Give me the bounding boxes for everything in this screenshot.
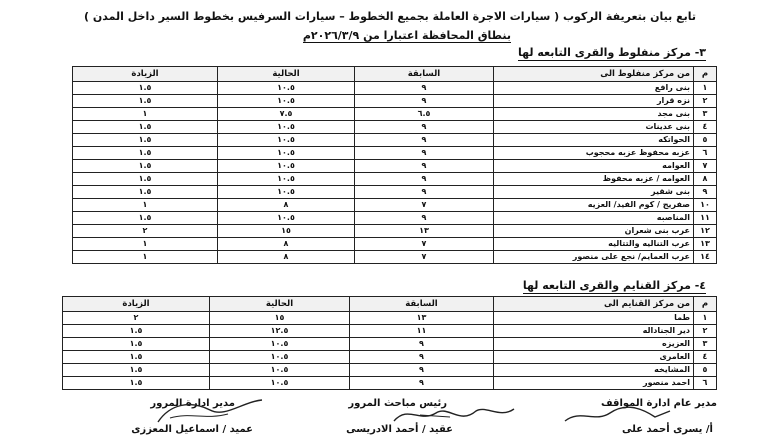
cell-previous-fare: ٩ xyxy=(355,173,494,186)
table-header-row xyxy=(73,67,717,82)
cell-increase: ١.٥ xyxy=(73,82,218,95)
cell-current-fare: ١٠.٥ xyxy=(218,173,355,186)
fare-table-manfalut xyxy=(72,66,717,264)
cell-destination: صفريج / كوم الفيد/ العزيه xyxy=(494,199,694,212)
signature-title-right: مدير عام ادارة المواقف xyxy=(601,398,717,409)
cell-destination: بنى مجد xyxy=(494,108,694,121)
cell-index: ٦ xyxy=(694,377,717,390)
cell-destination: الحواتكه xyxy=(494,134,694,147)
cell-destination: عرب العمايم/ نجع على منصور xyxy=(494,251,694,264)
cell-index: ١٢ xyxy=(694,225,717,238)
cell-index: ٧ xyxy=(694,160,717,173)
table-row xyxy=(73,82,717,95)
cell-increase: ١.٥ xyxy=(73,186,218,199)
handwritten-signature-left xyxy=(150,396,270,428)
table-row xyxy=(63,351,717,364)
cell-previous-fare: ٩ xyxy=(350,377,494,390)
cell-increase: ١.٥ xyxy=(73,134,218,147)
cell-increase: ١.٥ xyxy=(73,212,218,225)
cell-previous-fare: ٩ xyxy=(355,121,494,134)
col-header-destination: من مركز القنايم الى xyxy=(494,297,694,312)
cell-previous-fare: ١٣ xyxy=(355,225,494,238)
cell-increase: ١ xyxy=(73,108,218,121)
cell-current-fare: ١٠.٥ xyxy=(210,364,350,377)
cell-current-fare: ١٠.٥ xyxy=(218,121,355,134)
fare-table-qanayem xyxy=(62,296,717,390)
signature-name-left: عميد / اسماعيل المعززى xyxy=(131,424,253,435)
cell-destination: المشايخه xyxy=(494,364,694,377)
cell-current-fare: ١٠.٥ xyxy=(218,82,355,95)
table-row xyxy=(73,225,717,238)
cell-destination: العزيزه xyxy=(494,338,694,351)
cell-previous-fare: ٩ xyxy=(350,351,494,364)
table-row xyxy=(73,160,717,173)
cell-previous-fare: ٩ xyxy=(355,160,494,173)
cell-previous-fare: ٧ xyxy=(355,199,494,212)
cell-previous-fare: ١١ xyxy=(350,325,494,338)
cell-index: ٨ xyxy=(694,173,717,186)
col-header-increase: الزيادة xyxy=(63,297,210,312)
section-title-qanayem: ٤- مركز القنايم والقرى التابعه لها xyxy=(522,279,706,292)
table-row xyxy=(73,121,717,134)
handwritten-signature-middle xyxy=(390,401,520,427)
signature-name-middle: عقيد / أحمد الادريسى xyxy=(346,424,453,435)
cell-current-fare: ٧.٥ xyxy=(218,108,355,121)
col-header-previous: السابقة xyxy=(350,297,494,312)
col-header-current: الحالية xyxy=(210,297,350,312)
cell-destination: نزه قرار xyxy=(494,95,694,108)
table-row xyxy=(73,134,717,147)
cell-previous-fare: ٩ xyxy=(355,134,494,147)
cell-index: ٩ xyxy=(694,186,717,199)
cell-destination: احمد منصور xyxy=(494,377,694,390)
col-header-destination: من مركز منفلوط الى xyxy=(494,67,694,82)
cell-destination: عرب التناليه والتتاليه xyxy=(494,238,694,251)
cell-increase: ١ xyxy=(73,251,218,264)
cell-index: ٤ xyxy=(694,121,717,134)
col-header-increase: الزيادة xyxy=(73,67,218,82)
cell-increase: ١.٥ xyxy=(73,121,218,134)
col-header-index: م xyxy=(694,67,717,82)
table-row xyxy=(73,212,717,225)
table-row xyxy=(73,251,717,264)
cell-index: ١٣ xyxy=(694,238,717,251)
cell-increase: ١.٥ xyxy=(73,173,218,186)
table-row xyxy=(73,108,717,121)
cell-index: ٣ xyxy=(694,338,717,351)
cell-current-fare: ٨ xyxy=(218,251,355,264)
table-row xyxy=(63,377,717,390)
cell-index: ٣ xyxy=(694,108,717,121)
cell-current-fare: ١٢.٥ xyxy=(210,325,350,338)
cell-current-fare: ٨ xyxy=(218,238,355,251)
cell-increase: ١.٥ xyxy=(73,95,218,108)
cell-previous-fare: ٧ xyxy=(355,251,494,264)
cell-previous-fare: ٩ xyxy=(350,364,494,377)
cell-increase: ١.٥ xyxy=(63,351,210,364)
table-row xyxy=(73,186,717,199)
cell-current-fare: ١٠.٥ xyxy=(218,212,355,225)
cell-current-fare: ١٠.٥ xyxy=(218,134,355,147)
cell-destination: العوامه / عزبه محفوظ xyxy=(494,173,694,186)
col-header-current: الحالية xyxy=(218,67,355,82)
cell-increase: ١.٥ xyxy=(63,338,210,351)
cell-destination: بنى عدينات xyxy=(494,121,694,134)
cell-destination: العوامه xyxy=(494,160,694,173)
cell-destination: عزبه محفوظ عزبه محجوب xyxy=(494,147,694,160)
cell-increase: ١ xyxy=(73,238,218,251)
cell-current-fare: ١٠.٥ xyxy=(218,95,355,108)
table-header-row xyxy=(63,297,717,312)
cell-increase: ١.٥ xyxy=(63,364,210,377)
signature-title-left: مدير ادارة المرور xyxy=(150,398,235,409)
cell-current-fare: ١٥ xyxy=(210,312,350,325)
cell-destination: العامرى xyxy=(494,351,694,364)
table-row xyxy=(73,199,717,212)
cell-previous-fare: ٧ xyxy=(355,238,494,251)
cell-index: ١ xyxy=(694,82,717,95)
cell-previous-fare: ٩ xyxy=(355,186,494,199)
document-subtitle: بنطاق المحافظة اعتبارا من ٢٠٢٦/٣/٩م xyxy=(302,29,511,42)
section-title-manfalut: ٣- مركز منفلوط والقرى التابعه لها xyxy=(518,46,706,59)
table-row xyxy=(63,325,717,338)
cell-destination: دير الجناداله xyxy=(494,325,694,338)
cell-increase: ١.٥ xyxy=(73,147,218,160)
cell-current-fare: ١٥ xyxy=(218,225,355,238)
table-row xyxy=(73,147,717,160)
table-row xyxy=(63,364,717,377)
document-title: تابع بيان بتعريفة الركوب ( سيارات الاجرة العاملة بجميع الخطوط – سيارات السرفيس بخطوط السير داخل المدن ) xyxy=(84,10,696,23)
cell-previous-fare: ٩ xyxy=(355,82,494,95)
cell-index: ٢ xyxy=(694,95,717,108)
cell-increase: ١.٥ xyxy=(63,377,210,390)
cell-current-fare: ١٠.٥ xyxy=(218,147,355,160)
table-row xyxy=(63,312,717,325)
cell-current-fare: ١٠.٥ xyxy=(210,338,350,351)
table-row xyxy=(73,173,717,186)
cell-index: ١٠ xyxy=(694,199,717,212)
signature-name-right: أ/ يسرى أحمد على xyxy=(622,424,713,435)
cell-increase: ٢ xyxy=(63,312,210,325)
cell-increase: ١ xyxy=(73,199,218,212)
cell-increase: ١.٥ xyxy=(73,160,218,173)
cell-destination: بنى شقير xyxy=(494,186,694,199)
cell-index: ٥ xyxy=(694,364,717,377)
cell-index: ١١ xyxy=(694,212,717,225)
cell-current-fare: ١٠.٥ xyxy=(210,351,350,364)
signature-title-middle: رئيس مباحث المرور xyxy=(348,398,447,409)
cell-index: ٢ xyxy=(694,325,717,338)
cell-current-fare: ٨ xyxy=(218,199,355,212)
cell-previous-fare: ٩ xyxy=(350,338,494,351)
cell-increase: ٢ xyxy=(73,225,218,238)
cell-current-fare: ١٠.٥ xyxy=(218,160,355,173)
cell-index: ٤ xyxy=(694,351,717,364)
cell-destination: طما xyxy=(494,312,694,325)
col-header-previous: السابقة xyxy=(355,67,494,82)
table-row xyxy=(63,338,717,351)
cell-index: ٥ xyxy=(694,134,717,147)
cell-index: ١٤ xyxy=(694,251,717,264)
cell-previous-fare: ٦.٥ xyxy=(355,108,494,121)
cell-index: ١ xyxy=(694,312,717,325)
cell-previous-fare: ٩ xyxy=(355,147,494,160)
handwritten-signature-right xyxy=(560,403,680,427)
table-row xyxy=(73,238,717,251)
cell-index: ٦ xyxy=(694,147,717,160)
col-header-index: م xyxy=(694,297,717,312)
cell-current-fare: ١٠.٥ xyxy=(210,377,350,390)
cell-previous-fare: ١٣ xyxy=(350,312,494,325)
cell-previous-fare: ٩ xyxy=(355,212,494,225)
cell-increase: ١.٥ xyxy=(63,325,210,338)
cell-current-fare: ١٠.٥ xyxy=(218,186,355,199)
cell-destination: بنى رافع xyxy=(494,82,694,95)
cell-destination: المناصبه xyxy=(494,212,694,225)
table-row xyxy=(73,95,717,108)
cell-previous-fare: ٩ xyxy=(355,95,494,108)
cell-destination: عرب بنى شعران xyxy=(494,225,694,238)
